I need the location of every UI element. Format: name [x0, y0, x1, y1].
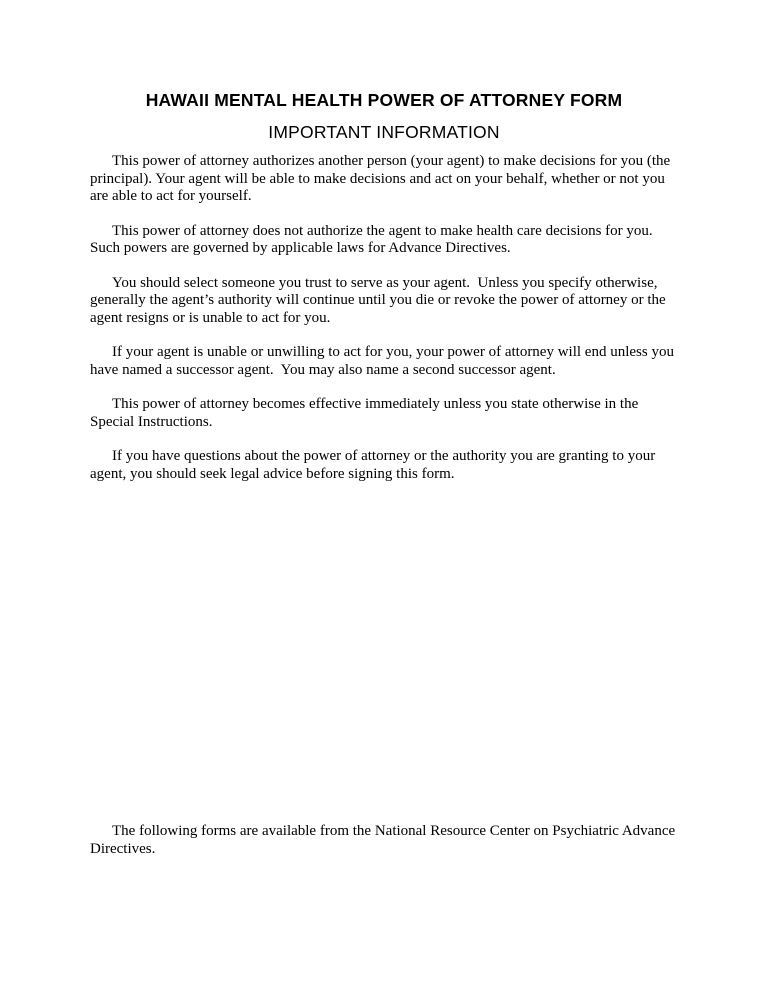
paragraph-2: This power of attorney does not authorize the agent to make health care decisions for you. Such powers are governed by applicable laws for Advance Directives.	[90, 222, 661, 256]
document-subtitle: IMPORTANT INFORMATION	[268, 122, 500, 142]
paragraph-1: This power of attorney authorizes another person (your agent) to make decisions for you (the principal). Your agent will be able to make decisions and act on your behalf, whether or not you are able to act for yourself.	[90, 153, 674, 204]
document-body	[90, 153, 678, 858]
paragraph-5: This power of attorney becomes effective immediately unless you state otherwise in the Special Instructions.	[90, 396, 642, 430]
paragraph-6: If you have questions about the power of attorney or the authority you are granting to your agent, you should seek legal advice before signing this form.	[90, 448, 659, 482]
paragraph-4: If your agent is unable or unwilling to act for you, your power of attorney will end unless you have named a successor agent. You may also name a second successor agent.	[90, 344, 678, 378]
footer-paragraph: The following forms are available from the National Resource Center on Psychiatric Advance Directives.	[90, 823, 679, 857]
document-title: HAWAII MENTAL HEALTH POWER OF ATTORNEY FORM	[145, 90, 623, 110]
paragraph-3: You should select someone you trust to serve as your agent. Unless you specify otherwise, generally the agent’s authority will continue until you die or revoke the power of attorney or the agent resigns or is unable to act for you.	[90, 274, 670, 326]
